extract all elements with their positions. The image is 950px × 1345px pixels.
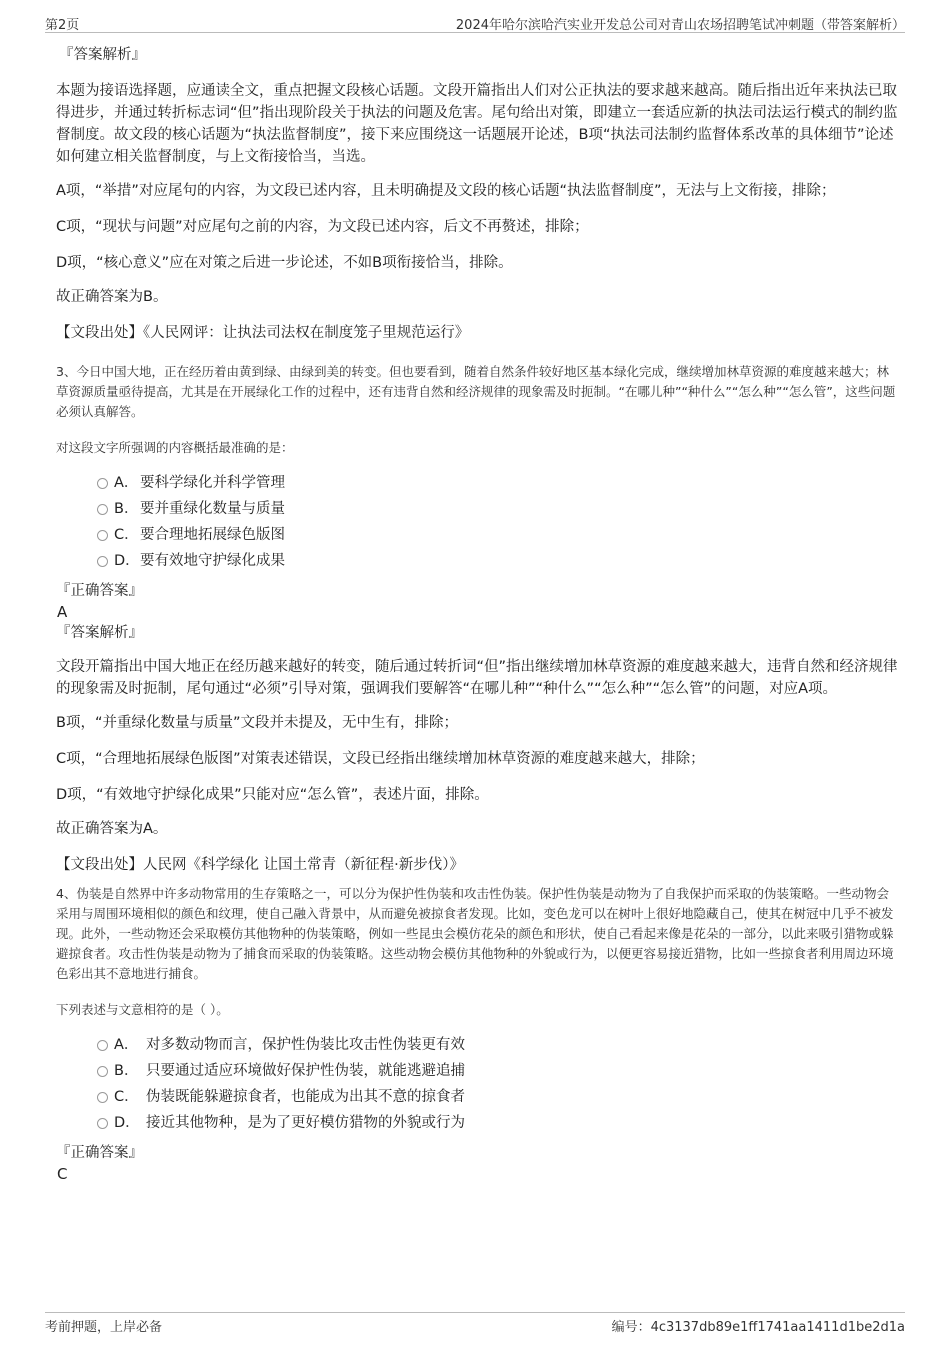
analysis-item-b: B项，“并重绿化数量与质量”文段并未提及，无中生有，排除； [56,715,458,731]
document-code: 编号：4c3137db89e1ff1741aa1411d1be2d1a [611,1320,905,1335]
radio-icon[interactable] [97,556,108,567]
document-title: 2024年哈尔滨哈汽实业开发总公司对青山农场招聘笔试冲刺题（带答案解析） [455,18,905,33]
analysis-heading: 『答案解析』 [56,625,143,641]
correct-answer-heading: 『正确答案』 [56,1145,143,1161]
option-a[interactable]: A． 要科学绿化并科学管理 [56,470,900,496]
source-citation: 【文段出处】《人民网评：让执法司法权在制度笼子里规范运行》 [56,325,470,341]
page-number: 第2页 [45,18,80,33]
analysis-paragraph: 本题为接语选择题，应通读全文，重点把握文段核心话题。文段开篇指出人们对公正执法的要求越来越高。随后指出近年来执法已取得进步，并通过转折标志词“但”指出现阶段关于执法的问题及危害。尾句给出对策，即建立一套适应新的执法司法运行模式的制约监督制度。故文段的核心话题为“执法监督制度”，接下来应围绕这一话题展开论述，B项“执法司法制约监督体系改革的具体细节”论述如何建立相关监督制度，与上文衔接恰当，当选。 [56,83,898,165]
analysis-item-d: D项，“有效地守护绿化成果”只能对应“怎么管”，表述片面，排除。 [56,787,489,803]
source-citation: 【文段出处】人民网《科学绿化 让国土常青（新征程·新步伐）》 [56,857,464,873]
analysis-item-d: D项，“核心意义”应在对策之后进一步论述，不如B项衔接恰当，排除。 [56,255,513,271]
analysis-item-a: A项，“举措”对应尾句的内容，为文段已述内容，且未明确提及文段的核心话题“执法监督制度”，无法与上文衔接，排除； [56,183,836,199]
radio-icon[interactable] [97,478,108,489]
question-3-prompt: 对这段文字所强调的内容概括最准确的是： [56,440,294,455]
page-footer [45,1312,905,1333]
correct-answer-heading: 『正确答案』 [56,583,143,599]
analysis-heading: 『答案解析』 [59,47,146,63]
analysis-paragraph: 文段开篇指出中国大地正在经历越来越好的转变，随后通过转折词“但”指出继续增加林草资源的难度越来越大，违背自然和经济规律的现象需及时扼制，尾句通过“必须”引导对策，强调我们要解答“在哪儿种”“种什么”“怎么种”“怎么管”的问题，对应A项。 [56,659,898,697]
analysis-conclusion: 故正确答案为B。 [56,289,168,305]
option-c[interactable]: C． 伪装既能躲避掠食者，也能成为出其不意的掠食者 [56,1084,900,1110]
option-c[interactable]: C．要合理地拓展绿色版图 [56,522,900,548]
page-header [45,12,905,33]
option-d[interactable]: D．要有效地守护绿化成果 [56,548,900,574]
footer-slogan: 考前押题，上岸必备 [45,1320,163,1335]
analysis-item-c: C项，“合理地拓展绿色版图”对策表述错误，文段已经指出继续增加林草资源的难度越来越大，排除； [56,751,705,767]
question-4-prompt: 下列表述与文意相符的是（ ）。 [56,1002,229,1017]
correct-answer: C [57,1165,68,1183]
page-content [56,44,900,1184]
question-3-options [56,470,900,574]
analysis-conclusion: 故正确答案为A。 [56,821,168,837]
radio-icon[interactable] [97,1066,108,1077]
question-4-options [56,1032,900,1136]
option-b[interactable]: B． 只要通过适应环境做好保护性伪装，就能逃避追捕 [56,1058,900,1084]
radio-icon[interactable] [97,1118,108,1129]
question-3-stem: 3、今日中国大地，正在经历着由黄到绿、由绿到美的转变。但也要看到，随着自然条件较好地区基本绿化完成，继续增加林草资源的难度越来越大；林草资源质量亟待提高，尤其是在开展绿化工作的过程中，还有违背自然和经济规律的现象需及时扼制。“在哪儿种”“种什么”“怎么种”“怎么管”，这些问题必须认真解答。 [56,364,896,419]
radio-icon[interactable] [97,1040,108,1051]
radio-icon[interactable] [97,504,108,515]
analysis-item-c: C项，“现状与问题”对应尾句之前的内容，为文段已述内容，后文不再赘述，排除； [56,219,589,235]
correct-answer: A [57,603,68,621]
option-a[interactable]: A． 对多数动物而言，保护性伪装比攻击性伪装更有效 [56,1032,900,1058]
option-d[interactable]: D． 接近其他物种，是为了更好模仿猎物的外貌或行为 [56,1110,900,1136]
question-4-stem: 4、伪装是自然界中许多动物常用的生存策略之一，可以分为保护性伪装和攻击性伪装。保护性伪装是动物为了自我保护而采取的伪装策略。一些动物会采用与周围环境相似的颜色和纹理，使自己融入背景中，从而避免被掠食者发现。比如，变色龙可以在树叶上很好地隐藏自己，使其在树冠中几乎不被发现。此外，一些动物还会采取模仿其他物种的伪装策略，例如一些昆虫会模仿花朵的颜色和形状，使自己看起来像是花朵的一部分，以此来吸引猎物或躲避掠食者。攻击性伪装是动物为了捕食而采取的伪装策略。这些动物会模仿其他物种的外貌或行为，以便更容易接近猎物，比如一些掠食者利用周边环境色彩出其不意地进行捕食。 [56,886,894,981]
radio-icon[interactable] [97,1092,108,1103]
option-b[interactable]: B． 要并重绿化数量与质量 [56,496,900,522]
radio-icon[interactable] [97,530,108,541]
